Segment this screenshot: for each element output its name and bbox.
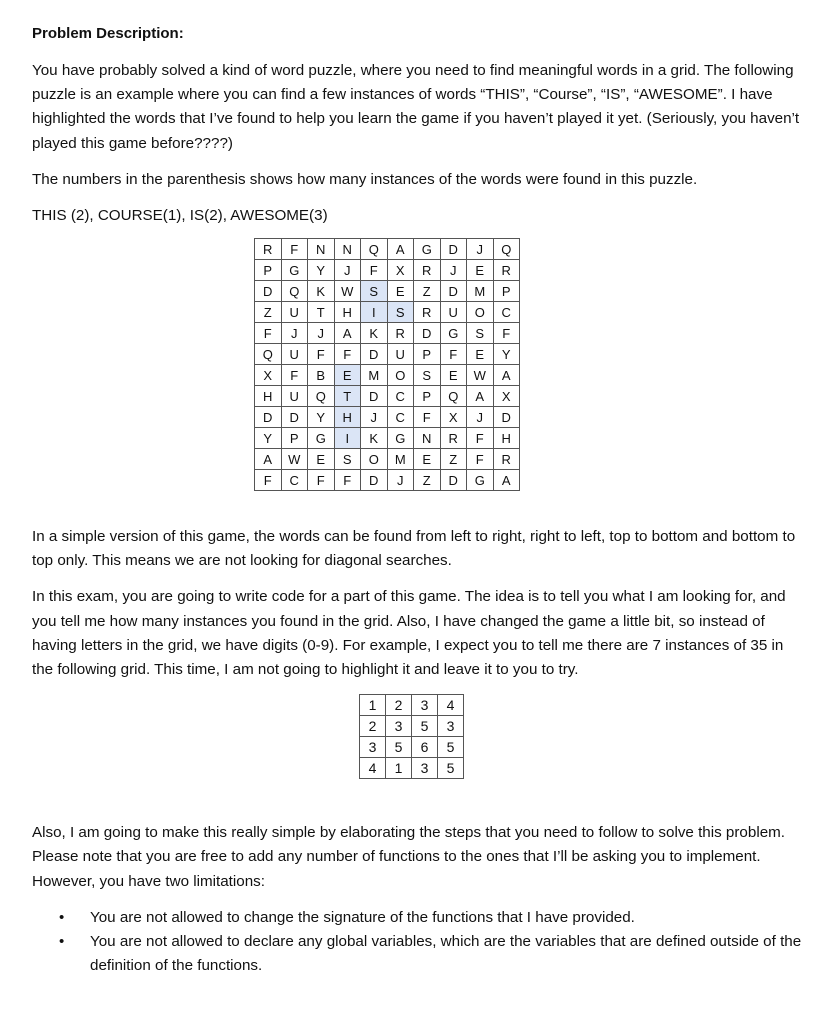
- digit-grid-cell: 4: [438, 695, 464, 716]
- limitation-text: You are not allowed to declare any global variables, which are the variables that are defined outside of the definition of the functions.: [90, 933, 802, 975]
- letter-grid-cell: E: [308, 449, 335, 470]
- letter-grid-cell: P: [255, 260, 282, 281]
- letter-grid-cell: X: [387, 260, 414, 281]
- limitation-text: You are not allowed to change the signature of the functions that I have provided.: [90, 908, 635, 926]
- letter-grid-cell: A: [334, 323, 361, 344]
- letter-grid-cell: F: [255, 323, 282, 344]
- letter-grid-cell: X: [440, 407, 467, 428]
- digit-grid-cell: 2: [386, 695, 412, 716]
- letter-grid-cell: F: [281, 239, 308, 260]
- letter-grid-row: [255, 281, 520, 302]
- letter-grid-cell: S: [414, 365, 441, 386]
- letter-grid-cell: D: [440, 281, 467, 302]
- letter-grid-cell: F: [414, 407, 441, 428]
- letter-grid-cell: X: [493, 386, 520, 407]
- letter-grid-cell: R: [493, 260, 520, 281]
- letter-grid-cell: F: [493, 323, 520, 344]
- letter-grid-cell: G: [440, 323, 467, 344]
- letter-grid-cell: F: [467, 449, 494, 470]
- letter-grid-cell: J: [440, 260, 467, 281]
- bullet-icon: •: [59, 908, 65, 926]
- letter-grid-cell: D: [255, 281, 282, 302]
- digit-grid-cell: 3: [412, 758, 438, 779]
- digit-grid-cell: 5: [438, 737, 464, 758]
- letter-grid-cell: I: [361, 302, 388, 323]
- simple-version-paragraph: In a simple version of this game, the words can be found from left to right, right to left, top to bottom and bottom to top only. This means we are not looking for diagonal searches.: [32, 528, 796, 570]
- letter-grid-cell: W: [281, 449, 308, 470]
- letter-grid-cell: K: [361, 428, 388, 449]
- letter-grid-cell: F: [440, 344, 467, 365]
- letter-grid-cell: T: [308, 302, 335, 323]
- letter-grid-cell: D: [493, 407, 520, 428]
- letter-grid-row: [255, 260, 520, 281]
- letter-grid-cell: U: [281, 386, 308, 407]
- letter-grid-cell: R: [414, 260, 441, 281]
- letter-grid-cell: F: [281, 365, 308, 386]
- letter-grid-cell: E: [467, 260, 494, 281]
- letter-grid-cell: N: [334, 239, 361, 260]
- letter-grid-cell: E: [387, 281, 414, 302]
- letter-grid-cell: Z: [255, 302, 282, 323]
- letter-grid-cell: Q: [440, 386, 467, 407]
- letter-grid-cell: H: [334, 407, 361, 428]
- letter-grid-cell: Q: [361, 239, 388, 260]
- letter-grid-row: [255, 365, 520, 386]
- limitation-item: [32, 930, 802, 978]
- letter-grid-cell: P: [414, 386, 441, 407]
- letter-grid-cell: F: [308, 470, 335, 491]
- letter-grid-cell: J: [361, 407, 388, 428]
- letter-grid-cell: R: [493, 449, 520, 470]
- letter-grid-cell: C: [387, 386, 414, 407]
- letter-grid-cell: R: [414, 302, 441, 323]
- letter-grid-cell: G: [281, 260, 308, 281]
- digit-grid-cell: 5: [386, 737, 412, 758]
- digit-grid-cell: 3: [386, 716, 412, 737]
- digit-grid-row: [360, 737, 464, 758]
- letter-grid-cell: H: [334, 302, 361, 323]
- letter-grid-cell: S: [361, 281, 388, 302]
- letter-grid-cell: D: [440, 470, 467, 491]
- digit-grid-cell: 4: [360, 758, 386, 779]
- letter-grid-cell: P: [493, 281, 520, 302]
- digit-grid-cell: 1: [360, 695, 386, 716]
- letter-grid-cell: W: [334, 281, 361, 302]
- letter-grid-cell: S: [467, 323, 494, 344]
- letter-grid-cell: Z: [414, 281, 441, 302]
- letter-grid-cell: E: [467, 344, 494, 365]
- limitation-item: [32, 906, 802, 930]
- letter-grid-cell: O: [467, 302, 494, 323]
- letter-grid-cell: D: [361, 470, 388, 491]
- letter-grid-cell: A: [255, 449, 282, 470]
- letter-grid-cell: T: [334, 386, 361, 407]
- counts-intro-paragraph: The numbers in the parenthesis shows how many instances of the words were found in this puzzle.: [32, 170, 698, 188]
- letter-grid-cell: S: [334, 449, 361, 470]
- letter-grid-cell: F: [467, 428, 494, 449]
- letter-grid-cell: F: [361, 260, 388, 281]
- letter-grid-cell: E: [334, 365, 361, 386]
- letter-grid-cell: Q: [281, 281, 308, 302]
- letter-grid-cell: J: [334, 260, 361, 281]
- digit-grid-cell: 1: [386, 758, 412, 779]
- letter-grid-cell: J: [281, 323, 308, 344]
- letter-grid-cell: G: [387, 428, 414, 449]
- digit-grid-cell: 3: [438, 716, 464, 737]
- letter-grid-row: [255, 344, 520, 365]
- letter-grid-cell: Z: [440, 449, 467, 470]
- letter-grid-cell: J: [467, 407, 494, 428]
- exam-intro-paragraph: In this exam, you are going to write code for a part of this game. The idea is to tell you what I am looking for, and you tell me how many instances you found in the grid. Also, I have changed the game a little bit, so instead of having letters in the grid, we have digits (0-9). For example, I expect you to tell me there are 7 instances of 35 in the following grid. This time, I am not going to highlight it and leave it to you to try.: [32, 588, 786, 679]
- letter-grid-cell: D: [440, 239, 467, 260]
- letter-grid-cell: G: [467, 470, 494, 491]
- letter-grid-cell: Y: [308, 260, 335, 281]
- document-page: [32, 22, 802, 978]
- letter-grid-cell: R: [440, 428, 467, 449]
- word-counts-line: THIS (2), COURSE(1), IS(2), AWESOME(3): [32, 207, 328, 225]
- letter-grid-cell: Y: [255, 428, 282, 449]
- letter-grid-cell: Y: [493, 344, 520, 365]
- letter-grid-cell: H: [493, 428, 520, 449]
- letter-grid-cell: H: [255, 386, 282, 407]
- letter-grid-cell: E: [414, 449, 441, 470]
- bullet-icon: •: [59, 933, 65, 951]
- letter-grid-cell: F: [334, 470, 361, 491]
- digit-grid-cell: 6: [412, 737, 438, 758]
- letter-grid-row: [255, 323, 520, 344]
- letter-grid-cell: P: [414, 344, 441, 365]
- letter-grid-cell: N: [308, 239, 335, 260]
- letter-grid-row: [255, 239, 520, 260]
- letter-grid-cell: M: [361, 365, 388, 386]
- steps-intro-paragraph: Also, I am going to make this really simple by elaborating the steps that you need to follow to solve this problem. Please note that you are free to add any number of functions to the ones that I’ll be asking you to implement. However, you have two limitations:: [32, 824, 786, 890]
- letter-grid-cell: C: [281, 470, 308, 491]
- digit-grid-row: [360, 758, 464, 779]
- letter-grid-cell: O: [387, 365, 414, 386]
- letter-grid-cell: E: [440, 365, 467, 386]
- intro-paragraph: You have probably solved a kind of word puzzle, where you need to find meaningful words in a grid. The following puzzle is an example where you can find a few instances of words “THIS”, “Course”, “IS”, “AWESOME”. I have highlighted the words that I’ve found to help you learn the game if you haven’t played it yet. (Seriously, you haven’t played this game before????): [32, 62, 800, 152]
- letter-grid-cell: G: [308, 428, 335, 449]
- letter-grid-cell: Z: [414, 470, 441, 491]
- letter-grid-cell: Y: [308, 407, 335, 428]
- letter-grid-cell: S: [387, 302, 414, 323]
- letter-grid-cell: A: [493, 470, 520, 491]
- letter-grid-cell: U: [440, 302, 467, 323]
- letter-grid-row: [255, 470, 520, 491]
- letter-grid-row: [255, 428, 520, 449]
- limitations-list: [32, 906, 802, 979]
- letter-grid-cell: G: [414, 239, 441, 260]
- letter-grid-cell: X: [255, 365, 282, 386]
- letter-grid-cell: D: [281, 407, 308, 428]
- problem-heading: Problem Description:: [32, 25, 184, 42]
- letter-grid-cell: D: [255, 407, 282, 428]
- letter-grid-cell: K: [308, 281, 335, 302]
- letter-grid-cell: A: [467, 386, 494, 407]
- letter-grid-row: [255, 302, 520, 323]
- digit-grid-cell: 5: [438, 758, 464, 779]
- letter-grid-cell: F: [255, 470, 282, 491]
- letter-grid-cell: K: [361, 323, 388, 344]
- letter-grid-cell: J: [467, 239, 494, 260]
- letter-grid-cell: Q: [308, 386, 335, 407]
- digit-grid-row: [360, 716, 464, 737]
- letter-grid-cell: N: [414, 428, 441, 449]
- letter-grid-row: [255, 386, 520, 407]
- letter-grid-cell: C: [493, 302, 520, 323]
- letter-grid-cell: A: [493, 365, 520, 386]
- letter-grid-cell: J: [308, 323, 335, 344]
- digit-grid-cell: 3: [412, 695, 438, 716]
- letter-grid-cell: F: [334, 344, 361, 365]
- letter-grid-cell: M: [387, 449, 414, 470]
- letter-grid-cell: W: [467, 365, 494, 386]
- letter-grid-cell: P: [281, 428, 308, 449]
- letter-grid-cell: D: [361, 386, 388, 407]
- letter-grid-row: [255, 449, 520, 470]
- letter-grid-cell: R: [255, 239, 282, 260]
- letter-grid-cell: Q: [255, 344, 282, 365]
- digit-grid-cell: 5: [412, 716, 438, 737]
- letter-grid-cell: B: [308, 365, 335, 386]
- letter-grid-cell: U: [281, 302, 308, 323]
- letter-grid-cell: D: [361, 344, 388, 365]
- letter-grid-cell: Q: [493, 239, 520, 260]
- letter-grid-cell: U: [387, 344, 414, 365]
- letter-grid-cell: J: [387, 470, 414, 491]
- digit-puzzle-grid: [359, 694, 464, 779]
- letter-grid-cell: C: [387, 407, 414, 428]
- digit-grid-cell: 2: [360, 716, 386, 737]
- letter-grid-cell: A: [387, 239, 414, 260]
- digit-grid-cell: 3: [360, 737, 386, 758]
- letter-grid-cell: F: [308, 344, 335, 365]
- letter-grid-cell: U: [281, 344, 308, 365]
- letter-grid-cell: O: [361, 449, 388, 470]
- letter-grid-cell: M: [467, 281, 494, 302]
- letter-grid-cell: R: [387, 323, 414, 344]
- letter-grid-cell: I: [334, 428, 361, 449]
- digit-grid-row: [360, 695, 464, 716]
- letter-puzzle-grid: [254, 238, 520, 491]
- letter-grid-cell: D: [414, 323, 441, 344]
- letter-grid-row: [255, 407, 520, 428]
